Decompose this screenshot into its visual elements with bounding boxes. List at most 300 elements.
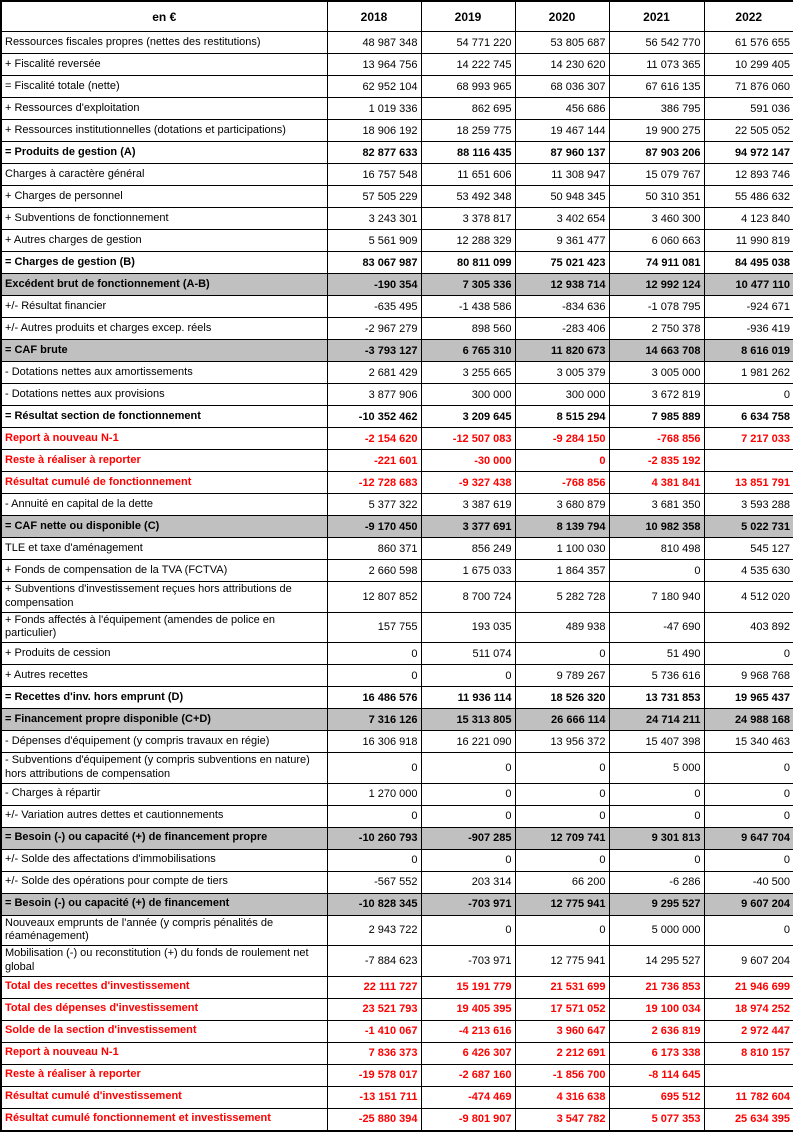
value-cell-2019: 3 255 665 xyxy=(421,362,515,384)
value-cell-2020: 75 021 423 xyxy=(515,252,609,274)
year-header-2022: 2022 xyxy=(704,1,793,32)
value-cell-2019: -703 971 xyxy=(421,946,515,977)
value-cell-2018: 0 xyxy=(327,849,421,871)
value-cell-2018: 1 270 000 xyxy=(327,783,421,805)
table-row xyxy=(1,1042,793,1064)
value-cell-2018: 62 952 104 xyxy=(327,76,421,98)
value-cell-2021: 14 663 708 xyxy=(609,340,704,362)
table-row xyxy=(1,915,793,946)
table-row xyxy=(1,731,793,753)
value-cell-2018: 16 486 576 xyxy=(327,687,421,709)
value-cell-2021: -768 856 xyxy=(609,428,704,450)
table-row xyxy=(1,318,793,340)
value-cell-2019: 6 426 307 xyxy=(421,1042,515,1064)
value-cell-2018: 2 943 722 xyxy=(327,915,421,946)
value-cell-2021: 3 681 350 xyxy=(609,494,704,516)
value-cell-2018: -1 410 067 xyxy=(327,1020,421,1042)
value-cell-2022: 55 486 632 xyxy=(704,186,793,208)
value-cell-2021: 11 073 365 xyxy=(609,54,704,76)
table-body xyxy=(1,32,793,1131)
value-cell-2021: 386 795 xyxy=(609,98,704,120)
value-cell-2020: 5 282 728 xyxy=(515,582,609,613)
value-cell-2021: 15 079 767 xyxy=(609,164,704,186)
row-label: +/- Autres produits et charges excep. réels xyxy=(1,318,327,340)
value-cell-2018: 157 755 xyxy=(327,612,421,643)
value-cell-2019: 511 074 xyxy=(421,643,515,665)
value-cell-2022: 0 xyxy=(704,805,793,827)
value-cell-2018: 5 377 322 xyxy=(327,494,421,516)
value-cell-2022: 10 477 110 xyxy=(704,274,793,296)
value-cell-2022: 0 xyxy=(704,753,793,784)
value-cell-2018: -10 352 462 xyxy=(327,406,421,428)
row-label: Mobilisation (-) ou reconstitution (+) du fonds de roulement net global xyxy=(1,946,327,977)
value-cell-2021: 9 295 527 xyxy=(609,893,704,915)
value-cell-2019: -907 285 xyxy=(421,827,515,849)
value-cell-2018: -12 728 683 xyxy=(327,472,421,494)
value-cell-2020: 3 960 647 xyxy=(515,1020,609,1042)
value-cell-2022: 18 974 252 xyxy=(704,998,793,1020)
value-cell-2018: 0 xyxy=(327,753,421,784)
value-cell-2022: 9 607 204 xyxy=(704,946,793,977)
row-label: = Financement propre disponible (C+D) xyxy=(1,709,327,731)
table-row xyxy=(1,384,793,406)
table-row xyxy=(1,643,793,665)
value-cell-2022: -936 419 xyxy=(704,318,793,340)
header-row xyxy=(1,1,793,32)
row-label: + Charges de personnel xyxy=(1,186,327,208)
table-row xyxy=(1,76,793,98)
value-cell-2019: 15 191 779 xyxy=(421,976,515,998)
value-cell-2022: 9 647 704 xyxy=(704,827,793,849)
table-row xyxy=(1,753,793,784)
row-label: - Dotations nettes aux provisions xyxy=(1,384,327,406)
value-cell-2022: 61 576 655 xyxy=(704,32,793,54)
value-cell-2022: -924 671 xyxy=(704,296,793,318)
value-cell-2022: 84 495 038 xyxy=(704,252,793,274)
value-cell-2022: 545 127 xyxy=(704,538,793,560)
value-cell-2019: 11 651 606 xyxy=(421,164,515,186)
value-cell-2020: 87 960 137 xyxy=(515,142,609,164)
value-cell-2020: 8 515 294 xyxy=(515,406,609,428)
value-cell-2018: 0 xyxy=(327,643,421,665)
value-cell-2021: 695 512 xyxy=(609,1086,704,1108)
value-cell-2022: 22 505 052 xyxy=(704,120,793,142)
year-header-2020: 2020 xyxy=(515,1,609,32)
table-row xyxy=(1,340,793,362)
value-cell-2018: -635 495 xyxy=(327,296,421,318)
value-cell-2019: 203 314 xyxy=(421,871,515,893)
table-row xyxy=(1,164,793,186)
value-cell-2020: 26 666 114 xyxy=(515,709,609,731)
value-cell-2019: 8 700 724 xyxy=(421,582,515,613)
value-cell-2020: 11 820 673 xyxy=(515,340,609,362)
value-cell-2018: 57 505 229 xyxy=(327,186,421,208)
value-cell-2018: -13 151 711 xyxy=(327,1086,421,1108)
row-label: +/- Solde des affectations d'immobilisations xyxy=(1,849,327,871)
row-label: + Fonds affectés à l'équipement (amendes de police en particulier) xyxy=(1,612,327,643)
value-cell-2019: 0 xyxy=(421,783,515,805)
value-cell-2021: -2 835 192 xyxy=(609,450,704,472)
table-row xyxy=(1,98,793,120)
value-cell-2018: 48 987 348 xyxy=(327,32,421,54)
value-cell-2021: 0 xyxy=(609,783,704,805)
row-label: +/- Variation autres dettes et cautionnements xyxy=(1,805,327,827)
value-cell-2018: -9 170 450 xyxy=(327,516,421,538)
value-cell-2021: 6 173 338 xyxy=(609,1042,704,1064)
value-cell-2020: 3 547 782 xyxy=(515,1108,609,1131)
value-cell-2018: 2 681 429 xyxy=(327,362,421,384)
row-label: = Besoin (-) ou capacité (+) de financement propre xyxy=(1,827,327,849)
value-cell-2018: -7 884 623 xyxy=(327,946,421,977)
value-cell-2020: 1 864 357 xyxy=(515,560,609,582)
value-cell-2018: -25 880 394 xyxy=(327,1108,421,1131)
row-label: Total des recettes d'investissement xyxy=(1,976,327,998)
table-row xyxy=(1,472,793,494)
value-cell-2021: -47 690 xyxy=(609,612,704,643)
value-cell-2019: -9 801 907 xyxy=(421,1108,515,1131)
value-cell-2018: 3 877 906 xyxy=(327,384,421,406)
value-cell-2019: 3 377 691 xyxy=(421,516,515,538)
value-cell-2022: 0 xyxy=(704,915,793,946)
row-label: TLE et taxe d'aménagement xyxy=(1,538,327,560)
value-cell-2020: 0 xyxy=(515,643,609,665)
value-cell-2021: 6 060 663 xyxy=(609,230,704,252)
table-row xyxy=(1,32,793,54)
value-cell-2022: 25 634 395 xyxy=(704,1108,793,1131)
value-cell-2018: 18 906 192 xyxy=(327,120,421,142)
row-label: Nouveaux emprunts de l'année (y compris pénalités de réaménagement) xyxy=(1,915,327,946)
value-cell-2022: 24 988 168 xyxy=(704,709,793,731)
table-row xyxy=(1,516,793,538)
row-label: Résultat cumulé de fonctionnement xyxy=(1,472,327,494)
value-cell-2018: 3 243 301 xyxy=(327,208,421,230)
value-cell-2018: -10 828 345 xyxy=(327,893,421,915)
value-cell-2021: 7 180 940 xyxy=(609,582,704,613)
table-row xyxy=(1,998,793,1020)
row-label: = Produits de gestion (A) xyxy=(1,142,327,164)
value-cell-2019: 856 249 xyxy=(421,538,515,560)
value-cell-2021: 21 736 853 xyxy=(609,976,704,998)
value-cell-2019: 15 313 805 xyxy=(421,709,515,731)
value-cell-2020: 9 361 477 xyxy=(515,230,609,252)
value-cell-2022: 8 810 157 xyxy=(704,1042,793,1064)
value-cell-2022: 9 968 768 xyxy=(704,665,793,687)
value-cell-2019: 19 405 395 xyxy=(421,998,515,1020)
row-label: - Charges à répartir xyxy=(1,783,327,805)
value-cell-2018: 1 019 336 xyxy=(327,98,421,120)
value-cell-2019: -703 971 xyxy=(421,893,515,915)
value-cell-2019: -2 687 160 xyxy=(421,1064,515,1086)
value-cell-2019: 0 xyxy=(421,753,515,784)
value-cell-2022: 7 217 033 xyxy=(704,428,793,450)
value-cell-2021: -6 286 xyxy=(609,871,704,893)
row-label: - Dotations nettes aux amortissements xyxy=(1,362,327,384)
value-cell-2021: 5 077 353 xyxy=(609,1108,704,1131)
value-cell-2021: 13 731 853 xyxy=(609,687,704,709)
value-cell-2020: -1 856 700 xyxy=(515,1064,609,1086)
table-row xyxy=(1,186,793,208)
value-cell-2022: 11 782 604 xyxy=(704,1086,793,1108)
value-cell-2020: -283 406 xyxy=(515,318,609,340)
value-cell-2021: 50 310 351 xyxy=(609,186,704,208)
value-cell-2022: 13 851 791 xyxy=(704,472,793,494)
value-cell-2020: 3 005 379 xyxy=(515,362,609,384)
value-cell-2020: 66 200 xyxy=(515,871,609,893)
value-cell-2021: 4 381 841 xyxy=(609,472,704,494)
value-cell-2021: 3 672 819 xyxy=(609,384,704,406)
value-cell-2020: 8 139 794 xyxy=(515,516,609,538)
row-label: + Autres charges de gestion xyxy=(1,230,327,252)
value-cell-2020: 17 571 052 xyxy=(515,998,609,1020)
value-cell-2018: -3 793 127 xyxy=(327,340,421,362)
table-row xyxy=(1,274,793,296)
value-cell-2018: 82 877 633 xyxy=(327,142,421,164)
value-cell-2021: 0 xyxy=(609,849,704,871)
row-label: Excédent brut de fonctionnement (A-B) xyxy=(1,274,327,296)
table-row xyxy=(1,946,793,977)
value-cell-2019: -1 438 586 xyxy=(421,296,515,318)
value-cell-2021: 19 100 034 xyxy=(609,998,704,1020)
table-row xyxy=(1,428,793,450)
table-row xyxy=(1,582,793,613)
value-cell-2018: 13 964 756 xyxy=(327,54,421,76)
row-label: = Fiscalité totale (nette) xyxy=(1,76,327,98)
value-cell-2021: 87 903 206 xyxy=(609,142,704,164)
value-cell-2018: 2 660 598 xyxy=(327,560,421,582)
table-row xyxy=(1,406,793,428)
year-header-2018: 2018 xyxy=(327,1,421,32)
value-cell-2022: 19 965 437 xyxy=(704,687,793,709)
value-cell-2021: 74 911 081 xyxy=(609,252,704,274)
table-row xyxy=(1,252,793,274)
value-cell-2020: 300 000 xyxy=(515,384,609,406)
value-cell-2020: 53 805 687 xyxy=(515,32,609,54)
value-cell-2020: 11 308 947 xyxy=(515,164,609,186)
value-cell-2019: 14 222 745 xyxy=(421,54,515,76)
value-cell-2020: 0 xyxy=(515,805,609,827)
value-cell-2019: -30 000 xyxy=(421,450,515,472)
row-label: - Dépenses d'équipement (y compris travaux en régie) xyxy=(1,731,327,753)
value-cell-2022: 0 xyxy=(704,643,793,665)
table-row xyxy=(1,871,793,893)
row-label: Reste à réaliser à reporter xyxy=(1,1064,327,1086)
value-cell-2019: 898 560 xyxy=(421,318,515,340)
value-cell-2018: 860 371 xyxy=(327,538,421,560)
table-row xyxy=(1,560,793,582)
value-cell-2022: 4 123 840 xyxy=(704,208,793,230)
value-cell-2018: 83 067 987 xyxy=(327,252,421,274)
value-cell-2018: -2 154 620 xyxy=(327,428,421,450)
value-cell-2018: -10 260 793 xyxy=(327,827,421,849)
value-cell-2018: 7 316 126 xyxy=(327,709,421,731)
value-cell-2019: 0 xyxy=(421,665,515,687)
value-cell-2019: -12 507 083 xyxy=(421,428,515,450)
value-cell-2019: 80 811 099 xyxy=(421,252,515,274)
value-cell-2018: -221 601 xyxy=(327,450,421,472)
table-row xyxy=(1,142,793,164)
table-row xyxy=(1,893,793,915)
value-cell-2018: 16 306 918 xyxy=(327,731,421,753)
row-label: Ressources fiscales propres (nettes des restitutions) xyxy=(1,32,327,54)
row-label: Charges à caractère général xyxy=(1,164,327,186)
value-cell-2021: -8 114 645 xyxy=(609,1064,704,1086)
year-header-2019: 2019 xyxy=(421,1,515,32)
value-cell-2018: 22 111 727 xyxy=(327,976,421,998)
table-row xyxy=(1,783,793,805)
unit-header: en € xyxy=(1,1,327,32)
table-row xyxy=(1,849,793,871)
value-cell-2022: 403 892 xyxy=(704,612,793,643)
value-cell-2022: 5 022 731 xyxy=(704,516,793,538)
table-row xyxy=(1,1064,793,1086)
table-row xyxy=(1,665,793,687)
value-cell-2019: 3 209 645 xyxy=(421,406,515,428)
value-cell-2020: 1 100 030 xyxy=(515,538,609,560)
value-cell-2018: 0 xyxy=(327,665,421,687)
value-cell-2020: 3 402 654 xyxy=(515,208,609,230)
value-cell-2022: 10 299 405 xyxy=(704,54,793,76)
value-cell-2018: 12 807 852 xyxy=(327,582,421,613)
value-cell-2021: -1 078 795 xyxy=(609,296,704,318)
table-row xyxy=(1,612,793,643)
value-cell-2021: 5 000 000 xyxy=(609,915,704,946)
value-cell-2022: 4 535 630 xyxy=(704,560,793,582)
value-cell-2019: 11 936 114 xyxy=(421,687,515,709)
value-cell-2019: 862 695 xyxy=(421,98,515,120)
value-cell-2021: 10 982 358 xyxy=(609,516,704,538)
value-cell-2021: 3 460 300 xyxy=(609,208,704,230)
table-row xyxy=(1,230,793,252)
row-label: = Charges de gestion (B) xyxy=(1,252,327,274)
value-cell-2018: 0 xyxy=(327,805,421,827)
value-cell-2020: 12 938 714 xyxy=(515,274,609,296)
value-cell-2021: 24 714 211 xyxy=(609,709,704,731)
value-cell-2019: 193 035 xyxy=(421,612,515,643)
value-cell-2018: -2 967 279 xyxy=(327,318,421,340)
value-cell-2019: 0 xyxy=(421,805,515,827)
value-cell-2021: 5 736 616 xyxy=(609,665,704,687)
value-cell-2020: 18 526 320 xyxy=(515,687,609,709)
value-cell-2021: 2 750 378 xyxy=(609,318,704,340)
value-cell-2022: 12 893 746 xyxy=(704,164,793,186)
value-cell-2022: 6 634 758 xyxy=(704,406,793,428)
value-cell-2020: 19 467 144 xyxy=(515,120,609,142)
row-label: + Fonds de compensation de la TVA (FCTVA) xyxy=(1,560,327,582)
value-cell-2021: 0 xyxy=(609,805,704,827)
row-label: Solde de la section d'investissement xyxy=(1,1020,327,1042)
value-cell-2021: 14 295 527 xyxy=(609,946,704,977)
row-label: + Fiscalité reversée xyxy=(1,54,327,76)
value-cell-2022: 94 972 147 xyxy=(704,142,793,164)
value-cell-2019: 18 259 775 xyxy=(421,120,515,142)
value-cell-2021: 810 498 xyxy=(609,538,704,560)
value-cell-2022: 2 972 447 xyxy=(704,1020,793,1042)
value-cell-2021: 2 636 819 xyxy=(609,1020,704,1042)
value-cell-2018: -190 354 xyxy=(327,274,421,296)
value-cell-2020: 0 xyxy=(515,849,609,871)
table-row xyxy=(1,1086,793,1108)
row-label: +/- Solde des opérations pour compte de tiers xyxy=(1,871,327,893)
value-cell-2018: 7 836 373 xyxy=(327,1042,421,1064)
value-cell-2022: 11 990 819 xyxy=(704,230,793,252)
value-cell-2020: 489 938 xyxy=(515,612,609,643)
value-cell-2019: 6 765 310 xyxy=(421,340,515,362)
value-cell-2019: 12 288 329 xyxy=(421,230,515,252)
value-cell-2022: 15 340 463 xyxy=(704,731,793,753)
value-cell-2020: 0 xyxy=(515,915,609,946)
value-cell-2020: 3 680 879 xyxy=(515,494,609,516)
value-cell-2018: 16 757 548 xyxy=(327,164,421,186)
row-label: Reste à réaliser à reporter xyxy=(1,450,327,472)
value-cell-2021: 51 490 xyxy=(609,643,704,665)
table-row xyxy=(1,976,793,998)
table-row xyxy=(1,296,793,318)
row-label: +/- Résultat financier xyxy=(1,296,327,318)
value-cell-2021: 12 992 124 xyxy=(609,274,704,296)
value-cell-2022: 0 xyxy=(704,384,793,406)
value-cell-2022: 4 512 020 xyxy=(704,582,793,613)
value-cell-2019: 1 675 033 xyxy=(421,560,515,582)
value-cell-2020: 68 036 307 xyxy=(515,76,609,98)
value-cell-2018: -567 552 xyxy=(327,871,421,893)
value-cell-2019: 3 378 817 xyxy=(421,208,515,230)
row-label: + Produits de cession xyxy=(1,643,327,665)
row-label: Résultat cumulé fonctionnement et investissement xyxy=(1,1108,327,1131)
row-label: + Subventions d'investissement reçues hors attributions de compensation xyxy=(1,582,327,613)
value-cell-2020: -768 856 xyxy=(515,472,609,494)
row-label: + Ressources institutionnelles (dotations et participations) xyxy=(1,120,327,142)
value-cell-2022: 591 036 xyxy=(704,98,793,120)
value-cell-2019: 16 221 090 xyxy=(421,731,515,753)
value-cell-2019: 0 xyxy=(421,915,515,946)
value-cell-2022: 71 876 060 xyxy=(704,76,793,98)
value-cell-2018: 23 521 793 xyxy=(327,998,421,1020)
value-cell-2018: -19 578 017 xyxy=(327,1064,421,1086)
value-cell-2021: 0 xyxy=(609,560,704,582)
value-cell-2020: 0 xyxy=(515,753,609,784)
value-cell-2019: -474 469 xyxy=(421,1086,515,1108)
value-cell-2018: 5 561 909 xyxy=(327,230,421,252)
value-cell-2021: 67 616 135 xyxy=(609,76,704,98)
value-cell-2022: 0 xyxy=(704,849,793,871)
value-cell-2020: 13 956 372 xyxy=(515,731,609,753)
value-cell-2020: -834 636 xyxy=(515,296,609,318)
table-row xyxy=(1,538,793,560)
row-label: - Subventions d'équipement (y compris subventions en nature) hors attributions de compensation xyxy=(1,753,327,784)
value-cell-2020: 4 316 638 xyxy=(515,1086,609,1108)
year-header-2021: 2021 xyxy=(609,1,704,32)
value-cell-2020: 2 212 691 xyxy=(515,1042,609,1064)
table-row xyxy=(1,1020,793,1042)
row-label: + Ressources d'exploitation xyxy=(1,98,327,120)
table-row xyxy=(1,450,793,472)
value-cell-2019: 53 492 348 xyxy=(421,186,515,208)
row-label: Résultat cumulé d'investissement xyxy=(1,1086,327,1108)
value-cell-2019: -4 213 616 xyxy=(421,1020,515,1042)
value-cell-2019: -9 327 438 xyxy=(421,472,515,494)
row-label: = CAF brute xyxy=(1,340,327,362)
table-row xyxy=(1,54,793,76)
row-label: = Besoin (-) ou capacité (+) de financement xyxy=(1,893,327,915)
value-cell-2022: -40 500 xyxy=(704,871,793,893)
table-row xyxy=(1,1108,793,1131)
value-cell-2022: 1 981 262 xyxy=(704,362,793,384)
value-cell-2021: 5 000 xyxy=(609,753,704,784)
value-cell-2022: 9 607 204 xyxy=(704,893,793,915)
value-cell-2020: 9 789 267 xyxy=(515,665,609,687)
value-cell-2022: 0 xyxy=(704,783,793,805)
value-cell-2019: 54 771 220 xyxy=(421,32,515,54)
